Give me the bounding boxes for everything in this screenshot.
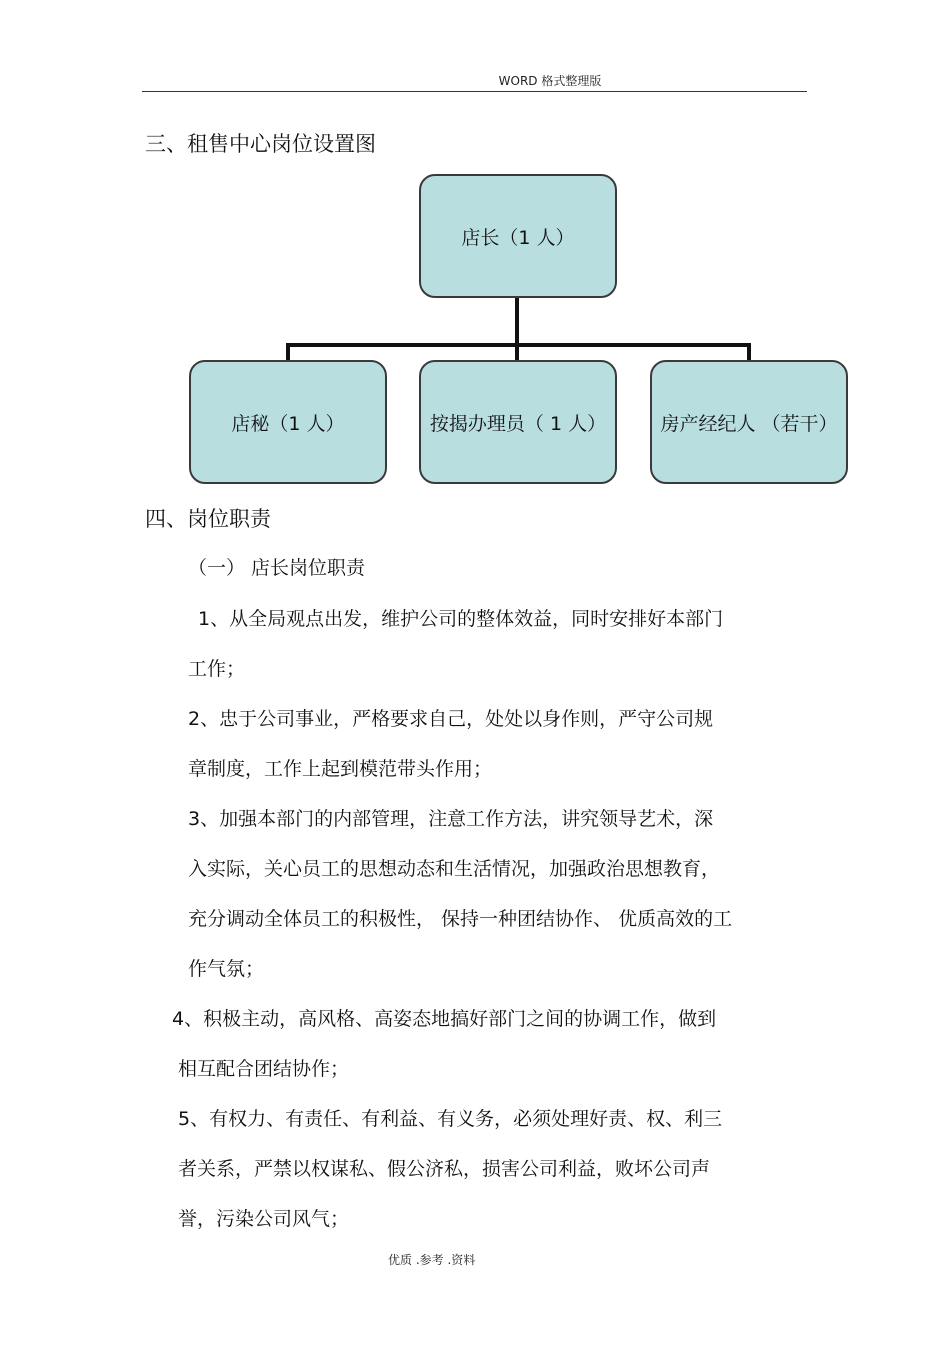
org-node-store-manager bbox=[419, 174, 617, 298]
duty-line: 者关系，严禁以权谋私、假公济私，损害公司利益，败坏公司声 bbox=[178, 1158, 711, 1180]
org-chart bbox=[0, 0, 950, 500]
section-3-title: 三、租售中心岗位设置图 bbox=[145, 132, 376, 156]
duty-line: 相互配合团结协作； bbox=[178, 1058, 350, 1080]
page-header: WORD 格式整理版 bbox=[498, 74, 602, 88]
connector-middle-down bbox=[515, 343, 519, 361]
connector-left-down bbox=[286, 343, 290, 361]
subsection-title: （一） 店长岗位职责 bbox=[188, 557, 366, 579]
org-node-label: 按揭办理员（ 1 人） bbox=[429, 412, 607, 435]
duty-line: 誉，污染公司风气； bbox=[178, 1208, 350, 1230]
org-node-mortgage-officer bbox=[419, 360, 617, 484]
duty-line: 章制度，工作上起到模范带头作用； bbox=[188, 758, 493, 780]
duty-line: 3、加强本部门的内部管理，注意工作方法，讲究领导艺术，深 bbox=[188, 808, 714, 830]
duty-line: 1、从全局观点出发，维护公司的整体效益，同时安排好本部门 bbox=[198, 608, 724, 630]
duty-line: 作气氛； bbox=[188, 958, 265, 980]
org-node-secretary bbox=[189, 360, 387, 484]
connector-right-down bbox=[747, 343, 751, 361]
org-node-real-estate-agent bbox=[650, 360, 848, 484]
duty-line: 5、有权力、有责任、有利益、有义务，必须处理好责、权、利三 bbox=[178, 1108, 723, 1130]
duty-line: 2、忠于公司事业，严格要求自己，处处以身作则，严守公司规 bbox=[188, 708, 714, 730]
connector-root-down bbox=[515, 297, 519, 347]
duty-line: 工作； bbox=[188, 658, 246, 680]
section-4-title: 四、岗位职责 bbox=[145, 507, 271, 531]
duty-line: 4、积极主动，高风格、高姿态地搞好部门之间的协调工作，做到 bbox=[172, 1008, 717, 1030]
page-footer: 优质 .参考 .资料 bbox=[388, 1253, 476, 1267]
org-node-label: 房产经纪人 （若干） bbox=[660, 412, 838, 435]
duty-line: 充分调动全体员工的积极性， 保持一种团结协作、 优质高效的工 bbox=[188, 908, 733, 930]
duty-line: 入实际，关心员工的思想动态和生活情况，加强政治思想教育， bbox=[188, 858, 721, 880]
org-node-label: 店秘（1 人） bbox=[231, 412, 345, 435]
org-node-label: 店长（1 人） bbox=[461, 226, 575, 249]
